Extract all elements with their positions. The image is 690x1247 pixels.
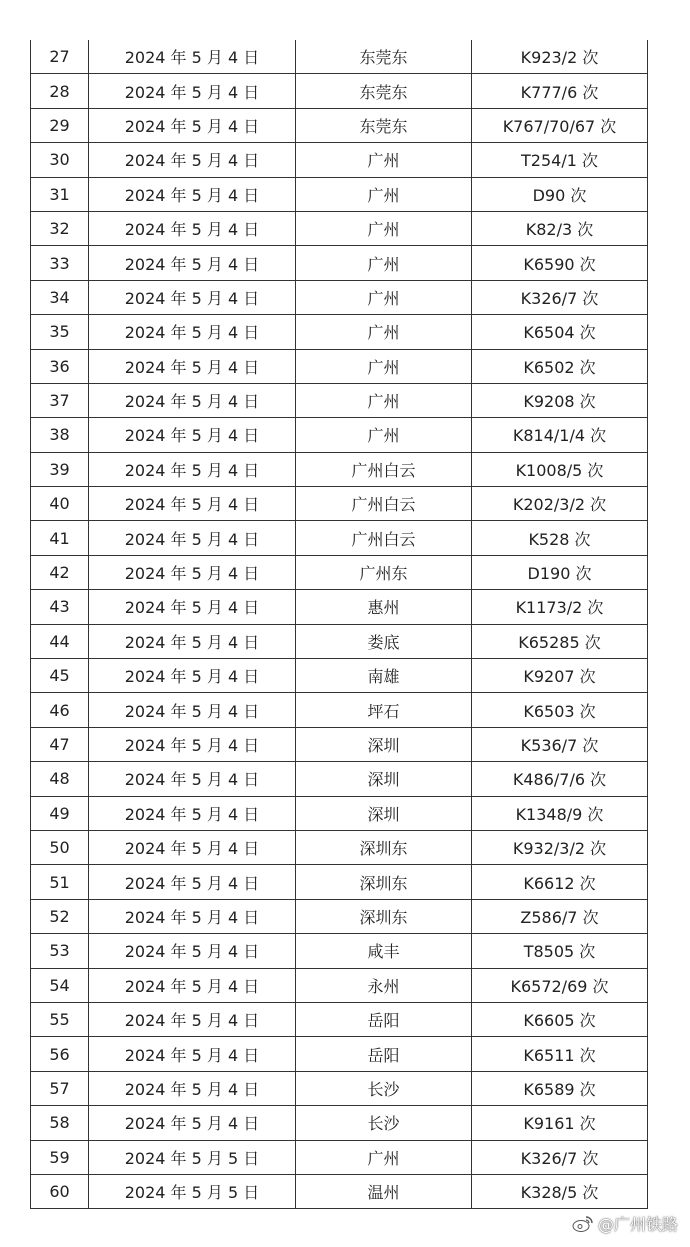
date-cell: 2024 年 5 月 4 日 <box>89 74 296 108</box>
date-cell: 2024 年 5 月 5 日 <box>89 1140 296 1174</box>
row-number-cell: 52 <box>31 899 89 933</box>
train-number-cell: K6502 次 <box>472 349 648 383</box>
table-row <box>31 693 648 727</box>
row-number-cell: 34 <box>31 280 89 314</box>
row-number-cell: 59 <box>31 1140 89 1174</box>
date-cell: 2024 年 5 月 4 日 <box>89 521 296 555</box>
station-cell: 深圳 <box>296 727 472 761</box>
train-number-cell: K326/7 次 <box>472 280 648 314</box>
row-number-cell: 30 <box>31 143 89 177</box>
row-number-cell: 31 <box>31 177 89 211</box>
station-cell: 深圳东 <box>296 865 472 899</box>
row-number-cell: 58 <box>31 1106 89 1140</box>
row-number-cell: 46 <box>31 693 89 727</box>
date-cell: 2024 年 5 月 4 日 <box>89 1037 296 1071</box>
train-number-cell: K932/3/2 次 <box>472 830 648 864</box>
station-cell: 广州 <box>296 383 472 417</box>
train-number-cell: K777/6 次 <box>472 74 648 108</box>
train-number-cell: K6612 次 <box>472 865 648 899</box>
row-number-cell: 36 <box>31 349 89 383</box>
table-row <box>31 796 648 830</box>
table-row <box>31 177 648 211</box>
date-cell: 2024 年 5 月 4 日 <box>89 315 296 349</box>
date-cell: 2024 年 5 月 4 日 <box>89 762 296 796</box>
train-number-cell: K536/7 次 <box>472 727 648 761</box>
row-number-cell: 48 <box>31 762 89 796</box>
table-row <box>31 74 648 108</box>
date-cell: 2024 年 5 月 4 日 <box>89 727 296 761</box>
date-cell: 2024 年 5 月 4 日 <box>89 108 296 142</box>
date-cell: 2024 年 5 月 4 日 <box>89 452 296 486</box>
station-cell: 广州 <box>296 349 472 383</box>
station-cell: 广州 <box>296 418 472 452</box>
train-number-cell: K1008/5 次 <box>472 452 648 486</box>
station-cell: 南雄 <box>296 659 472 693</box>
table-row <box>31 349 648 383</box>
station-cell: 娄底 <box>296 624 472 658</box>
row-number-cell: 37 <box>31 383 89 417</box>
table-row <box>31 1174 648 1208</box>
train-number-cell: K6511 次 <box>472 1037 648 1071</box>
row-number-cell: 51 <box>31 865 89 899</box>
train-number-cell: K1173/2 次 <box>472 590 648 624</box>
train-number-cell: K1348/9 次 <box>472 796 648 830</box>
table-row <box>31 1002 648 1036</box>
date-cell: 2024 年 5 月 4 日 <box>89 143 296 177</box>
station-cell: 广州 <box>296 280 472 314</box>
table-row <box>31 280 648 314</box>
station-cell: 岳阳 <box>296 1037 472 1071</box>
table-row <box>31 934 648 968</box>
date-cell: 2024 年 5 月 4 日 <box>89 418 296 452</box>
row-number-cell: 44 <box>31 624 89 658</box>
station-cell: 广州 <box>296 1140 472 1174</box>
date-cell: 2024 年 5 月 4 日 <box>89 968 296 1002</box>
table-row <box>31 1071 648 1105</box>
table-row <box>31 830 648 864</box>
date-cell: 2024 年 5 月 4 日 <box>89 624 296 658</box>
row-number-cell: 38 <box>31 418 89 452</box>
train-number-cell: K9161 次 <box>472 1106 648 1140</box>
station-cell: 岳阳 <box>296 1002 472 1036</box>
train-number-cell: K328/5 次 <box>472 1174 648 1208</box>
train-number-cell: K202/3/2 次 <box>472 487 648 521</box>
table-row <box>31 487 648 521</box>
train-number-cell: K326/7 次 <box>472 1140 648 1174</box>
table-row <box>31 211 648 245</box>
row-number-cell: 28 <box>31 74 89 108</box>
station-cell: 广州白云 <box>296 452 472 486</box>
row-number-cell: 45 <box>31 659 89 693</box>
schedule-table-body <box>31 40 648 1209</box>
train-number-cell: D90 次 <box>472 177 648 211</box>
table-row <box>31 521 648 555</box>
train-number-cell: K65285 次 <box>472 624 648 658</box>
station-cell: 永州 <box>296 968 472 1002</box>
station-cell: 深圳 <box>296 762 472 796</box>
date-cell: 2024 年 5 月 4 日 <box>89 693 296 727</box>
table-row <box>31 383 648 417</box>
train-number-cell: K767/70/67 次 <box>472 108 648 142</box>
date-cell: 2024 年 5 月 4 日 <box>89 830 296 864</box>
row-number-cell: 42 <box>31 555 89 589</box>
station-cell: 广州东 <box>296 555 472 589</box>
station-cell: 广州 <box>296 211 472 245</box>
row-number-cell: 50 <box>31 830 89 864</box>
date-cell: 2024 年 5 月 4 日 <box>89 1071 296 1105</box>
train-number-cell: K6590 次 <box>472 246 648 280</box>
train-number-cell: K9208 次 <box>472 383 648 417</box>
station-cell: 广州 <box>296 177 472 211</box>
table-row <box>31 40 648 74</box>
date-cell: 2024 年 5 月 4 日 <box>89 349 296 383</box>
train-number-cell: K6589 次 <box>472 1071 648 1105</box>
date-cell: 2024 年 5 月 4 日 <box>89 590 296 624</box>
table-row <box>31 659 648 693</box>
date-cell: 2024 年 5 月 4 日 <box>89 659 296 693</box>
train-number-cell: K9207 次 <box>472 659 648 693</box>
table-row <box>31 315 648 349</box>
row-number-cell: 27 <box>31 40 89 74</box>
table-row <box>31 727 648 761</box>
train-number-cell: T8505 次 <box>472 934 648 968</box>
table-row <box>31 762 648 796</box>
date-cell: 2024 年 5 月 5 日 <box>89 1174 296 1208</box>
date-cell: 2024 年 5 月 4 日 <box>89 1106 296 1140</box>
date-cell: 2024 年 5 月 4 日 <box>89 40 296 74</box>
table-row <box>31 1140 648 1174</box>
table-row <box>31 899 648 933</box>
train-number-cell: K6572/69 次 <box>472 968 648 1002</box>
train-number-cell: K486/7/6 次 <box>472 762 648 796</box>
watermark <box>572 1212 678 1235</box>
row-number-cell: 43 <box>31 590 89 624</box>
row-number-cell: 40 <box>31 487 89 521</box>
row-number-cell: 56 <box>31 1037 89 1071</box>
date-cell: 2024 年 5 月 4 日 <box>89 796 296 830</box>
date-cell: 2024 年 5 月 4 日 <box>89 555 296 589</box>
row-number-cell: 35 <box>31 315 89 349</box>
table-row <box>31 246 648 280</box>
table-row <box>31 555 648 589</box>
table-row <box>31 1037 648 1071</box>
date-cell: 2024 年 5 月 4 日 <box>89 899 296 933</box>
date-cell: 2024 年 5 月 4 日 <box>89 280 296 314</box>
station-cell: 咸丰 <box>296 934 472 968</box>
station-cell: 深圳东 <box>296 830 472 864</box>
station-cell: 惠州 <box>296 590 472 624</box>
table-row <box>31 108 648 142</box>
row-number-cell: 53 <box>31 934 89 968</box>
station-cell: 广州 <box>296 246 472 280</box>
date-cell: 2024 年 5 月 4 日 <box>89 211 296 245</box>
row-number-cell: 32 <box>31 211 89 245</box>
schedule-table <box>30 40 648 1209</box>
train-number-cell: D190 次 <box>472 555 648 589</box>
date-cell: 2024 年 5 月 4 日 <box>89 246 296 280</box>
station-cell: 深圳 <box>296 796 472 830</box>
row-number-cell: 47 <box>31 727 89 761</box>
station-cell: 广州 <box>296 143 472 177</box>
train-number-cell: K82/3 次 <box>472 211 648 245</box>
train-number-cell: T254/1 次 <box>472 143 648 177</box>
station-cell: 东莞东 <box>296 108 472 142</box>
row-number-cell: 49 <box>31 796 89 830</box>
table-row <box>31 968 648 1002</box>
date-cell: 2024 年 5 月 4 日 <box>89 1002 296 1036</box>
station-cell: 东莞东 <box>296 74 472 108</box>
date-cell: 2024 年 5 月 4 日 <box>89 487 296 521</box>
train-number-cell: K6503 次 <box>472 693 648 727</box>
row-number-cell: 29 <box>31 108 89 142</box>
station-cell: 长沙 <box>296 1071 472 1105</box>
date-cell: 2024 年 5 月 4 日 <box>89 934 296 968</box>
table-row <box>31 624 648 658</box>
row-number-cell: 33 <box>31 246 89 280</box>
row-number-cell: 41 <box>31 521 89 555</box>
train-number-cell: K923/2 次 <box>472 40 648 74</box>
row-number-cell: 54 <box>31 968 89 1002</box>
train-number-cell: K814/1/4 次 <box>472 418 648 452</box>
train-number-cell: K6605 次 <box>472 1002 648 1036</box>
table-row <box>31 418 648 452</box>
train-number-cell: Z586/7 次 <box>472 899 648 933</box>
row-number-cell: 55 <box>31 1002 89 1036</box>
station-cell: 深圳东 <box>296 899 472 933</box>
table-row <box>31 590 648 624</box>
table-row <box>31 143 648 177</box>
train-number-cell: K6504 次 <box>472 315 648 349</box>
station-cell: 广州 <box>296 315 472 349</box>
table-row <box>31 1106 648 1140</box>
station-cell: 坪石 <box>296 693 472 727</box>
row-number-cell: 57 <box>31 1071 89 1105</box>
date-cell: 2024 年 5 月 4 日 <box>89 177 296 211</box>
table-row <box>31 865 648 899</box>
date-cell: 2024 年 5 月 4 日 <box>89 865 296 899</box>
station-cell: 广州白云 <box>296 521 472 555</box>
watermark-text: @广州铁路 <box>597 1215 678 1234</box>
row-number-cell: 60 <box>31 1174 89 1208</box>
station-cell: 广州白云 <box>296 487 472 521</box>
date-cell: 2024 年 5 月 4 日 <box>89 383 296 417</box>
table-row <box>31 452 648 486</box>
train-number-cell: K528 次 <box>472 521 648 555</box>
row-number-cell: 39 <box>31 452 89 486</box>
station-cell: 东莞东 <box>296 40 472 74</box>
weibo-icon <box>572 1215 594 1233</box>
station-cell: 温州 <box>296 1174 472 1208</box>
station-cell: 长沙 <box>296 1106 472 1140</box>
